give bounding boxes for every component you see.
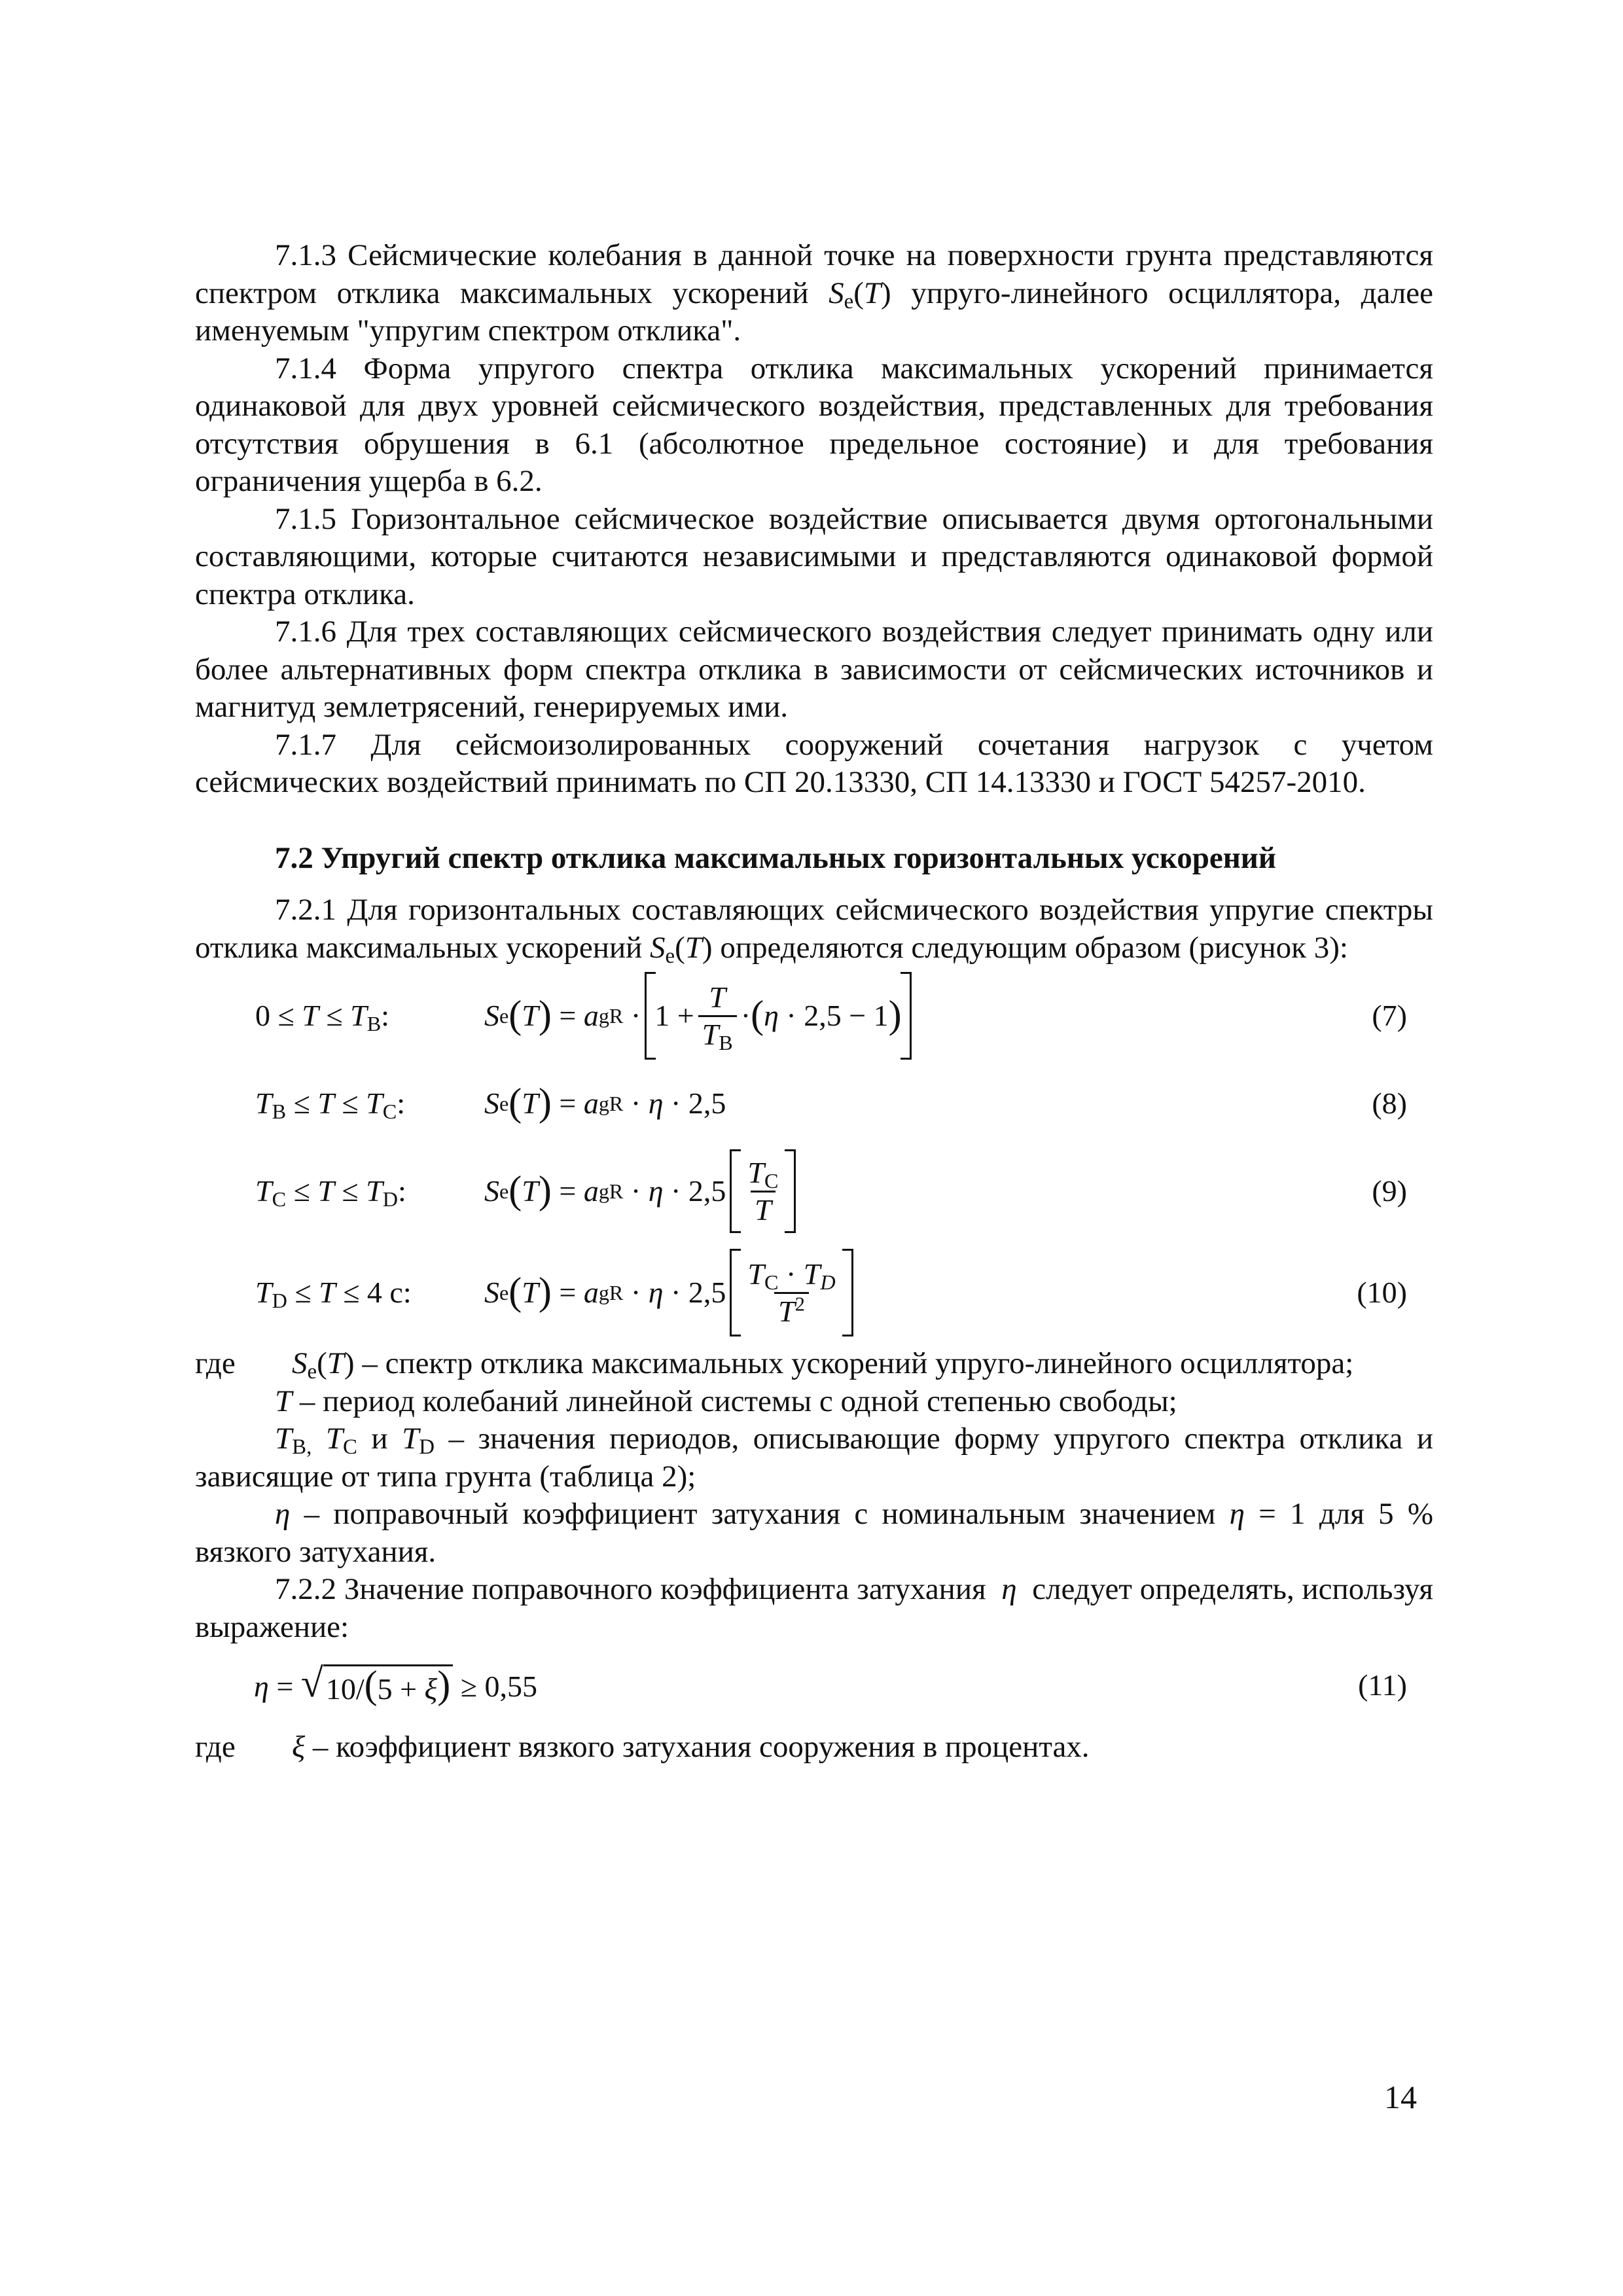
- eq9-number: (9): [1372, 1174, 1407, 1208]
- definition-periods: $T_{B,}$ $T_C$ и $T_D$ – значения периодов, описывающие форму упругого спектра отклика и зависящие от типа грунта (таблица 2);: [195, 1422, 1434, 1494]
- definition-t: T – период колебаний линейной системы с одной степенью свободы;: [275, 1384, 1177, 1418]
- definition-se: где $S_e(T)$ – спектр отклика максимальных ускорений упруго-линейного осциллятора;: [195, 1346, 1354, 1384]
- equation-11: [195, 1646, 1433, 1725]
- eq9-formula: S e ( T ) = a gR · η · 2,5 $\frac{T_C}{T}$: [484, 1149, 796, 1233]
- eq11-formula: η = √ 10/(5 + ξ) ≥ 0,55: [254, 1660, 537, 1706]
- eq7-number: (7): [1372, 999, 1407, 1033]
- eq8-condition: $T_B \le T \le T_C$:: [255, 1086, 406, 1124]
- eq11-number: (11): [1358, 1668, 1407, 1702]
- eq9-condition: $T_C \le T \le T_D$:: [255, 1174, 406, 1211]
- definition-eta: η – поправочный коэффициент затухания с номинальным значением η = 1 для 5 % вязкого затухания.: [195, 1497, 1434, 1569]
- eq8-number: (8): [1372, 1086, 1407, 1121]
- paragraph-7-1-7: 7.1.7 Для сейсмоизолированных сооружений сочетания нагрузок с учетом сейсмических воздействий принимать по СП 20.13330, СП 14.13330 и ГОСТ 54257-2010.: [195, 727, 1433, 799]
- eq10-number: (10): [1357, 1276, 1407, 1310]
- eq7-formula: S e ( T ) = a gR · 1 + $\frac{T}{T_B}$ · ( η · 2,5 − 1 ): [484, 972, 912, 1060]
- paragraph-7-1-3: 7.1.3 Сейсмические колебания в данной точке на поверхности грунта представляются спектром отклика максимальных ускорений $S_e(T)$ упруго-линейного осциллятора, далее именуемым "упругим спектром отклика".: [195, 238, 1434, 348]
- equation-8: [195, 1065, 1433, 1142]
- eq10-condition: $T_D \le T \le 4$ с:: [255, 1276, 412, 1313]
- page-content: [195, 237, 1433, 1767]
- paragraph-7-1-6: 7.1.6 Для трех составляющих сейсмического воздействия следует принимать одну или более альтернативных форм спектра отклика в зависимости от сейсмических источников и магнитуд землетрясений, генерируемых ими.: [195, 615, 1433, 724]
- equation-9: [195, 1142, 1433, 1240]
- eq7-condition: $0 \le T \le T_B$:: [255, 999, 389, 1036]
- definition-xi: где ξ – коэффициент вязкого затухания сооружения в процентах.: [195, 1730, 1090, 1764]
- paragraph-7-1-5: 7.1.5 Горизонтальное сейсмическое воздействие описывается двумя ортогональными составляющими, которые считаются независимыми и представляются одинаковой формой спектра отклика.: [195, 501, 1433, 611]
- eq8-formula: S e ( T ) = a gR · η · 2,5: [484, 1081, 726, 1124]
- eq10-formula: S e ( T ) = a gR · η · 2,5 $\frac{T_C \cdot T_D}{T^2}$: [484, 1249, 853, 1336]
- section-title: 7.2 Упругий спектр отклика максимальных горизонтальных ускорений: [275, 840, 1276, 875]
- paragraph-7-1-4: 7.1.4 Форма упругого спектра отклика максимальных ускорений принимается одинаковой для двух уровней сейсмического воздействия, представленных для требования отсутствия обрушения в 6.1 (абсолютное предельное состояние) и для требования ограничения ущерба в 6.2.: [195, 351, 1433, 498]
- paragraph-7-2-2: 7.2.2 Значение поправочного коэффициента затухания η следует определять, используя выражение:: [195, 1572, 1433, 1644]
- paragraph-7-2-1: 7.2.1 Для горизонтальных составляющих сейсмического воздействия упругие спектры отклика максимальных ускорений $S_e(T)$ определяются следующим образом (рисунок 3):: [195, 893, 1433, 968]
- page-number: 14: [1384, 2079, 1417, 2115]
- equation-7: [195, 967, 1433, 1065]
- equation-10: [195, 1240, 1433, 1345]
